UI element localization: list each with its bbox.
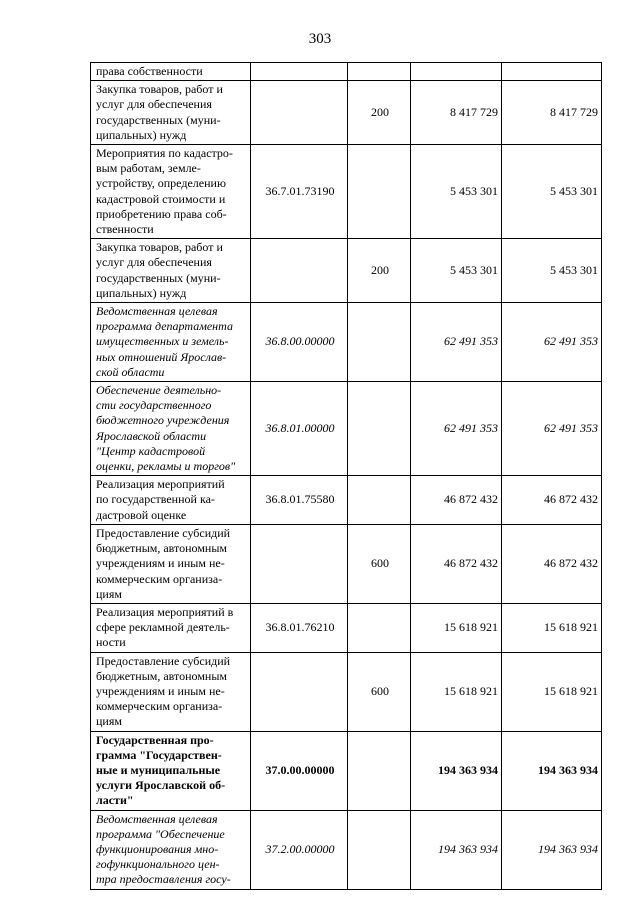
row-name-cell [91, 603, 251, 652]
row-name-line: ности [96, 635, 126, 650]
table-body [91, 63, 602, 890]
row-name-cell [91, 63, 251, 81]
amount-year1-cell: 46 872 432 [411, 476, 502, 525]
amount-year2-cell: 8 417 729 [502, 81, 602, 145]
amount-year2-cell: 15 618 921 [502, 603, 602, 652]
row-name-line: Реализация мероприятий в [96, 604, 234, 619]
row-name-line: вым работам, земле- [96, 161, 201, 176]
amount-year2-cell: 5 453 301 [502, 145, 602, 239]
row-name-line: Ведомственная целевая [96, 304, 218, 319]
row-name-line: сфере рекламной деятель- [96, 620, 230, 635]
page-number: 303 [308, 31, 332, 47]
table-row [91, 603, 602, 652]
row-name-line: Ведомственная целевая [96, 811, 218, 826]
row-name-line: сти государственного [96, 398, 212, 413]
code-cell: 36.8.01.75580 [251, 476, 348, 525]
row-name-cell [91, 476, 251, 525]
amount-year1-cell: 15 618 921 [411, 603, 502, 652]
amount-year2-cell: 194 363 934 [502, 731, 602, 810]
amount-year1-cell: 5 453 301 [411, 239, 502, 303]
row-name-line: ных отношений Ярослав- [96, 349, 227, 364]
row-name-line: кадастровой стоимости и [96, 191, 226, 206]
row-name-line: услуг для обеспечения [96, 97, 212, 112]
code-cell [251, 524, 348, 603]
row-name-line: Предоставление субсидий [96, 525, 231, 540]
table-row [91, 810, 602, 889]
amount-year2-cell: 62 491 353 [502, 382, 602, 476]
amount-year1-cell: 5 453 301 [411, 145, 502, 239]
row-name-line: имущественных и земель- [96, 334, 229, 349]
row-name-line: Мероприятия по кадастро- [96, 146, 233, 161]
row-name-line: Государственная про- [96, 732, 214, 747]
expense-type-cell: 200 [348, 81, 411, 145]
expense-type-cell [348, 382, 411, 476]
expense-type-cell: 600 [348, 524, 411, 603]
row-name-line: программа "Обеспечение [96, 826, 225, 841]
code-cell: 37.0.00.00000 [251, 731, 348, 810]
row-name-line: учреждениям и иным не- [96, 683, 225, 698]
table-row [91, 476, 602, 525]
row-name-cell [91, 145, 251, 239]
row-name-line: "Центр кадастровой [96, 443, 206, 458]
row-name-line: учреждениям и иным не- [96, 556, 225, 571]
table-row [91, 239, 602, 303]
amount-year1-cell [411, 63, 502, 81]
expense-type-cell [348, 731, 411, 810]
table-row [91, 81, 602, 145]
row-name-cell [91, 303, 251, 382]
row-name-line: Закупка товаров, работ и [96, 82, 223, 97]
row-name-line: бюджетным, автономным [96, 668, 227, 683]
budget-table [90, 62, 602, 890]
row-name-line: коммерческим организа- [96, 699, 223, 714]
code-cell: 37.2.00.00000 [251, 810, 348, 889]
code-cell: 36.8.00.00000 [251, 303, 348, 382]
row-name-line: дастровой оценке [96, 507, 187, 522]
amount-year1-cell: 194 363 934 [411, 731, 502, 810]
row-name-line: по государственной ка- [96, 492, 215, 507]
expense-type-cell [348, 303, 411, 382]
row-name-line: грамма "Государствен- [96, 747, 222, 762]
amount-year1-cell: 194 363 934 [411, 810, 502, 889]
row-name-line: права собственности [96, 64, 203, 78]
expense-type-cell [348, 145, 411, 239]
amount-year2-cell: 5 453 301 [502, 239, 602, 303]
row-name-cell [91, 81, 251, 145]
table-row [91, 303, 602, 382]
code-cell [251, 239, 348, 303]
row-name-line: ственности [96, 222, 154, 237]
expense-type-cell [348, 476, 411, 525]
table-row [91, 652, 602, 731]
code-cell [251, 63, 348, 81]
amount-year2-cell: 15 618 921 [502, 652, 602, 731]
row-name-line: ные и муниципальные [96, 762, 221, 777]
row-name-line: оценки, рекламы и торгов" [96, 459, 236, 474]
amount-year2-cell: 46 872 432 [502, 524, 602, 603]
amount-year2-cell [502, 63, 602, 81]
row-name-line: услуги Ярославской об- [96, 778, 226, 793]
row-name-line: Реализация мероприятий [96, 477, 225, 492]
row-name-line: бюджетным, автономным [96, 541, 227, 556]
row-name-line: Предоставление субсидий [96, 653, 231, 668]
row-name-line: функционирования мно- [96, 841, 219, 856]
code-cell [251, 81, 348, 145]
code-cell: 36.7.01.73190 [251, 145, 348, 239]
row-name-cell [91, 810, 251, 889]
code-cell: 36.8.01.00000 [251, 382, 348, 476]
amount-year2-cell: 194 363 934 [502, 810, 602, 889]
expense-type-cell: 600 [348, 652, 411, 731]
row-name-line: Закупка товаров, работ и [96, 240, 223, 255]
row-name-line: государственных (муни- [96, 270, 221, 285]
row-name-line: циям [96, 586, 122, 601]
code-cell [251, 652, 348, 731]
row-name-line: тра предоставления госу- [96, 872, 231, 887]
row-name-cell [91, 239, 251, 303]
row-name-line: циям [96, 714, 122, 729]
table-row [91, 731, 602, 810]
table-row [91, 145, 602, 239]
code-cell: 36.8.01.76210 [251, 603, 348, 652]
table-row [91, 63, 602, 81]
expense-type-cell: 200 [348, 239, 411, 303]
row-name-line: программа департамента [96, 319, 233, 334]
table-row [91, 382, 602, 476]
row-name-line: ципальных) нужд [96, 127, 187, 142]
row-name-line: коммерческим организа- [96, 571, 223, 586]
row-name-line: бюджетного учреждения [96, 413, 230, 428]
amount-year1-cell: 8 417 729 [411, 81, 502, 145]
amount-year1-cell: 46 872 432 [411, 524, 502, 603]
amount-year1-cell: 15 618 921 [411, 652, 502, 731]
table-row [91, 524, 602, 603]
row-name-line: ской области [96, 364, 165, 379]
amount-year1-cell: 62 491 353 [411, 303, 502, 382]
row-name-line: гофункционального цен- [96, 857, 220, 872]
expense-type-cell [348, 810, 411, 889]
row-name-cell [91, 731, 251, 810]
row-name-line: устройству, определению [96, 176, 226, 191]
row-name-cell [91, 652, 251, 731]
row-name-line: приобретению права соб- [96, 206, 227, 221]
amount-year2-cell: 46 872 432 [502, 476, 602, 525]
expense-type-cell [348, 603, 411, 652]
row-name-line: ципальных) нужд [96, 285, 187, 300]
amount-year1-cell: 62 491 353 [411, 382, 502, 476]
row-name-cell [91, 524, 251, 603]
row-name-line: услуг для обеспечения [96, 255, 212, 270]
row-name-line: Обеспечение деятельно- [96, 383, 222, 398]
row-name-line: Ярославской области [96, 428, 207, 443]
row-name-cell [91, 382, 251, 476]
row-name-line: ласти" [96, 793, 134, 808]
amount-year2-cell: 62 491 353 [502, 303, 602, 382]
expense-type-cell [348, 63, 411, 81]
row-name-line: государственных (муни- [96, 112, 221, 127]
